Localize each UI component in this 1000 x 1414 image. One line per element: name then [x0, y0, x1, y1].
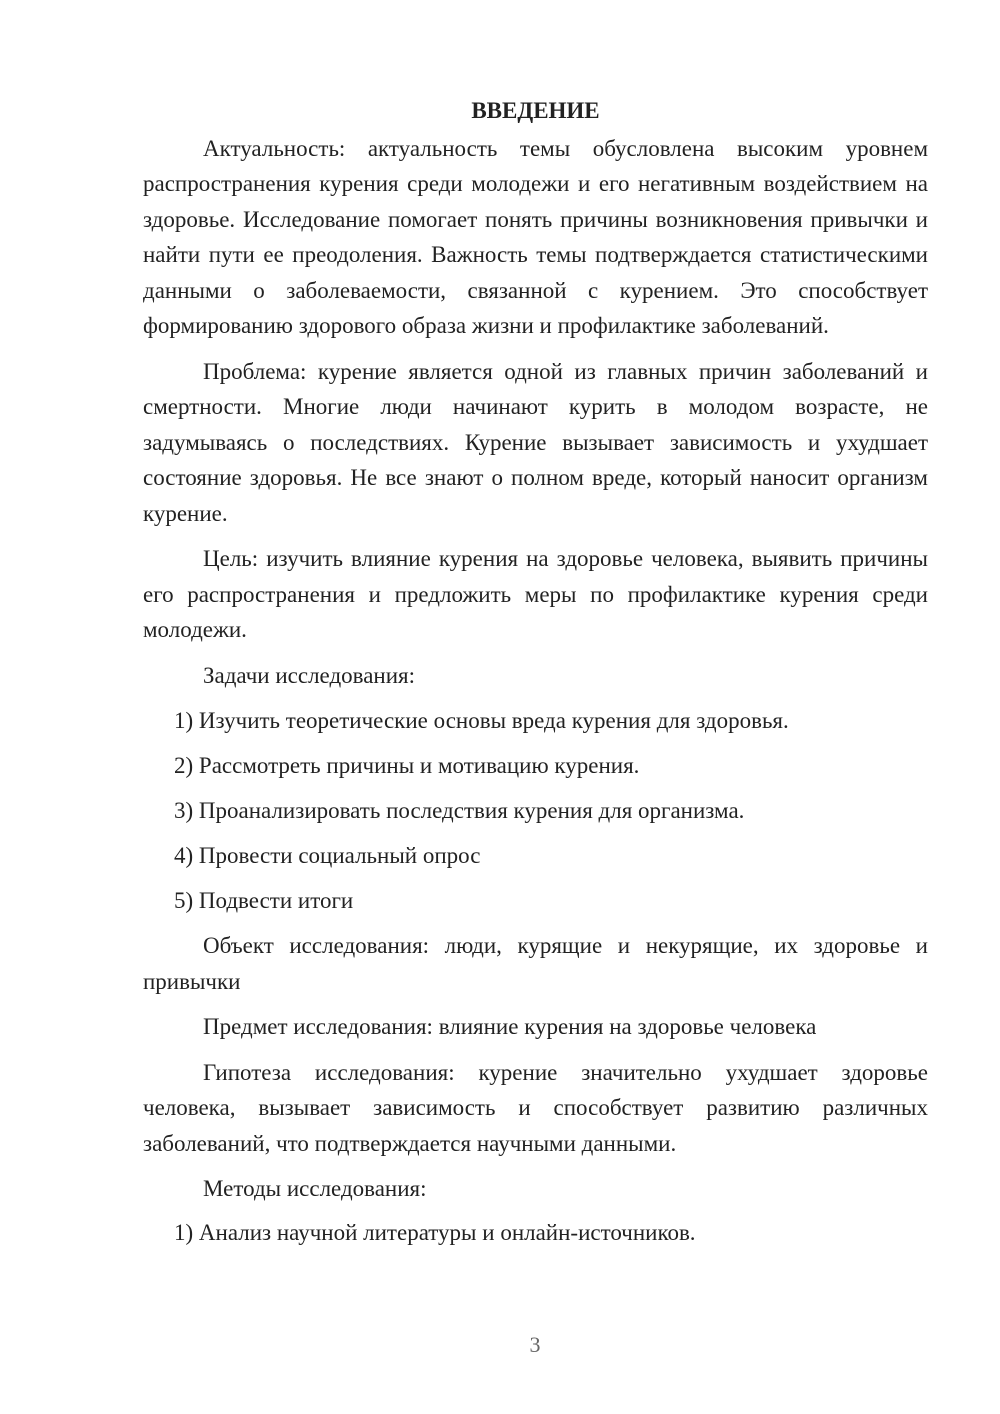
paragraph-goal: Цель: изучить влияние курения на здоровье человека, выявить причины его распространения и предложить меры по профилактике курения среди молодежи. — [143, 546, 928, 642]
page-content — [143, 93, 928, 1260]
paragraph-subject: Предмет исследования: влияние курения на здоровье человека — [203, 1014, 817, 1039]
list-item-task-3: 3) Проанализировать последствия курения для организма. — [174, 798, 745, 823]
paragraph-tasks-heading: Задачи исследования: — [203, 662, 416, 688]
list-item-method-1: 1) Анализ научной литературы и онлайн-источников. — [174, 1219, 696, 1245]
list-item-task-2: 2) Рассмотреть причины и мотивацию курения. — [174, 753, 640, 778]
page-number: 3 — [529, 1332, 541, 1357]
section-heading: ВВЕДЕНИЕ — [471, 98, 600, 123]
paragraph-object: Объект исследования: люди, курящие и некурящие, их здоровье и привычки — [143, 933, 928, 994]
paragraph-relevance: Актуальность: актуальность темы обусловлена высоким уровнем распространения курения среди молодежи и его негативным воздействием на здоровье. Исследование помогает понять причины возникновения привычки и найти пути ее преодоления. Важность темы подтверждается статистическими данными о заболеваемости, связанной с курением. Это способствует формированию здорового образа жизни и профилактике заболеваний. — [143, 135, 928, 338]
paragraph-methods-heading: Методы исследования: — [203, 1176, 427, 1201]
list-item-task-4: 4) Провести социальный опрос — [174, 843, 481, 868]
list-item-task-1: 1) Изучить теоретические основы вреда курения для здоровья. — [174, 708, 789, 733]
paragraph-hypothesis: Гипотеза исследования: курение значительно ухудшает здоровье человека, вызывает зависимость и способствует развитию различных заболеваний, что подтверждается научными данными. — [143, 1059, 928, 1156]
list-item-task-5: 5) Подвести итоги — [174, 888, 354, 913]
paragraph-problem: Проблема: курение является одной из главных причин заболеваний и смертности. Многие люди начинают курить в молодом возрасте, не задумываясь о последствиях. Курение вызывает зависимость и ухудшает состояние здоровья. Не все знают о полном вреде, который наносит организм курение. — [143, 358, 928, 526]
